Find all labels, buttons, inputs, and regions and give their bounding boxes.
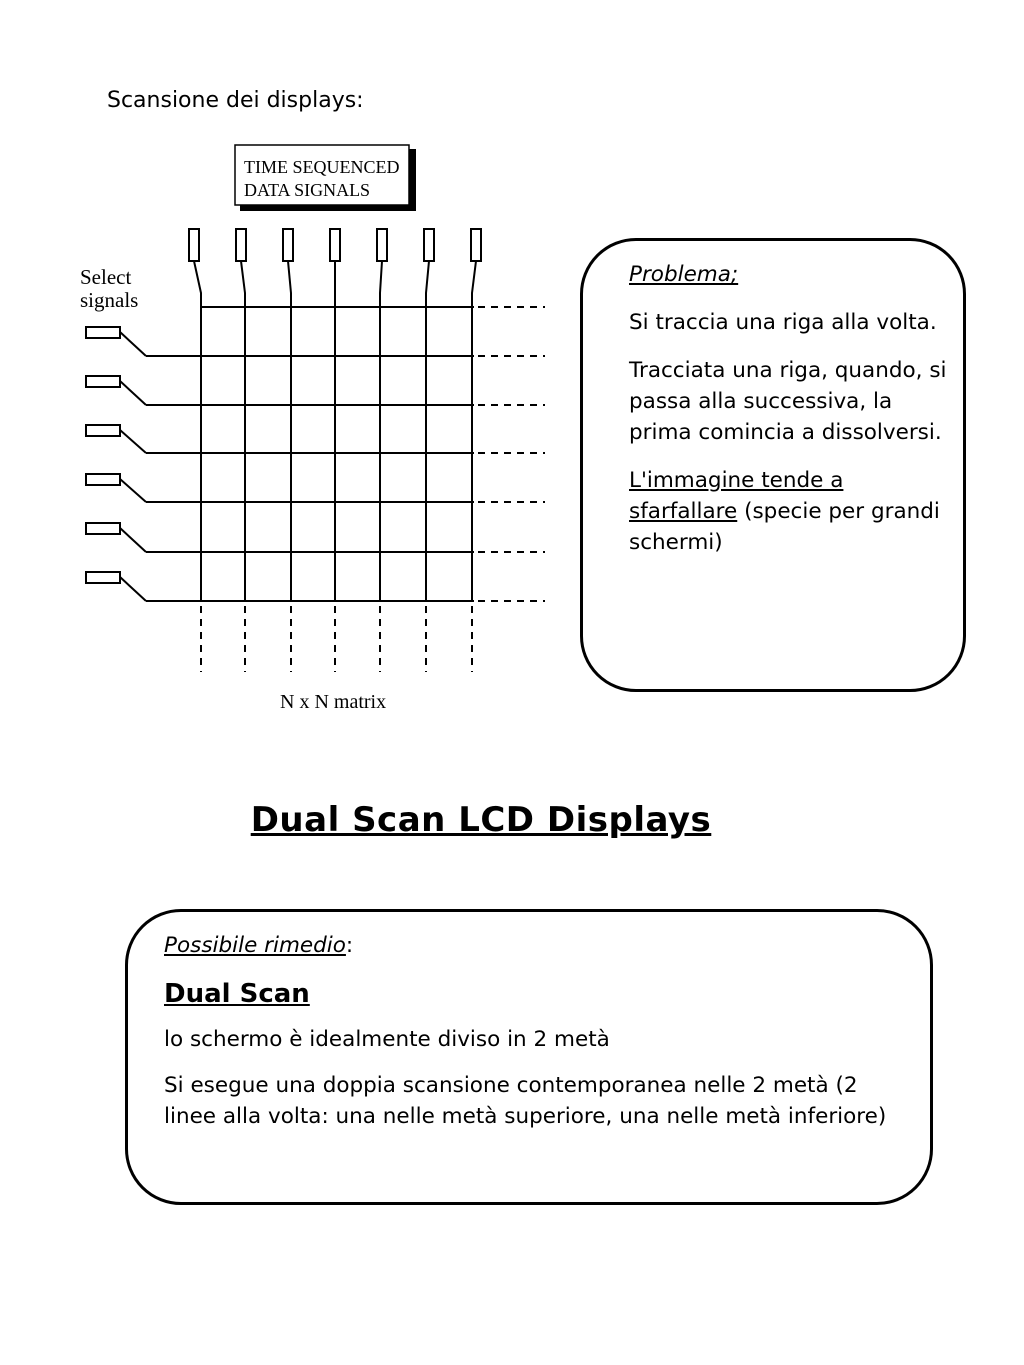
row-continuations [478,307,545,601]
problem-paragraph-1: Si traccia una riga alla volta. [629,310,937,335]
problem-paragraph-3 [629,465,957,558]
flicker-rest-text: (specie per grandi schermi) [629,499,940,555]
remedy-heading [164,930,910,961]
header-line-2: DATA SIGNALS [244,180,371,200]
select-signal-terminal [86,327,120,338]
select-signal-connectors [86,327,120,583]
select-signal-terminal [86,523,120,534]
select-signal-leads [120,332,146,601]
remedy-heading-suffix: : [345,933,354,958]
data-signal-terminal [236,229,246,261]
flicker-underlined-text: L'immagine tende a sfarfallare [629,468,844,524]
data-signal-terminal [377,229,387,261]
data-signal-terminal [471,229,481,261]
data-signal-connectors [189,229,481,261]
select-label-line-1: Select [80,265,132,289]
select-signal-terminal [86,572,120,583]
page-title: Dual Scan LCD Displays [250,800,712,840]
nxn-matrix-diagram [0,0,580,730]
row-wires [146,307,474,601]
select-signal-terminal [86,474,120,485]
problem-box [580,238,966,692]
data-signal-terminal [189,229,199,261]
intro-text: Scansione dei displays: [107,88,364,113]
select-signal-terminal [86,425,120,436]
data-signal-terminal [330,229,340,261]
problem-paragraph-2: Tracciata una riga, quando, si passa alla successiva, la prima comincia a dissolversi. [629,358,947,445]
data-signal-terminal [424,229,434,261]
remedy-paragraph-1: lo schermo è idealmente diviso in 2 metà [164,1027,610,1052]
select-signal-terminal [86,376,120,387]
header-line-1: TIME SEQUENCED [244,157,400,177]
select-label-line-2: signals [80,288,139,312]
column-wires [194,261,476,602]
matrix-caption: N x N matrix [280,691,387,713]
data-signal-terminal [283,229,293,261]
remedy-box [125,909,933,1205]
remedy-paragraph-2: Si esegue una doppia scansione contemporanea nelle 2 metà (2 linee alla volta: una nelle metà superiore, una nelle metà inferiore) [164,1073,887,1129]
column-continuations [201,606,472,672]
problem-heading: Problema; [629,262,739,287]
remedy-subheading: Dual Scan [164,979,310,1009]
remedy-heading-text: Possibile rimedio [164,933,346,958]
